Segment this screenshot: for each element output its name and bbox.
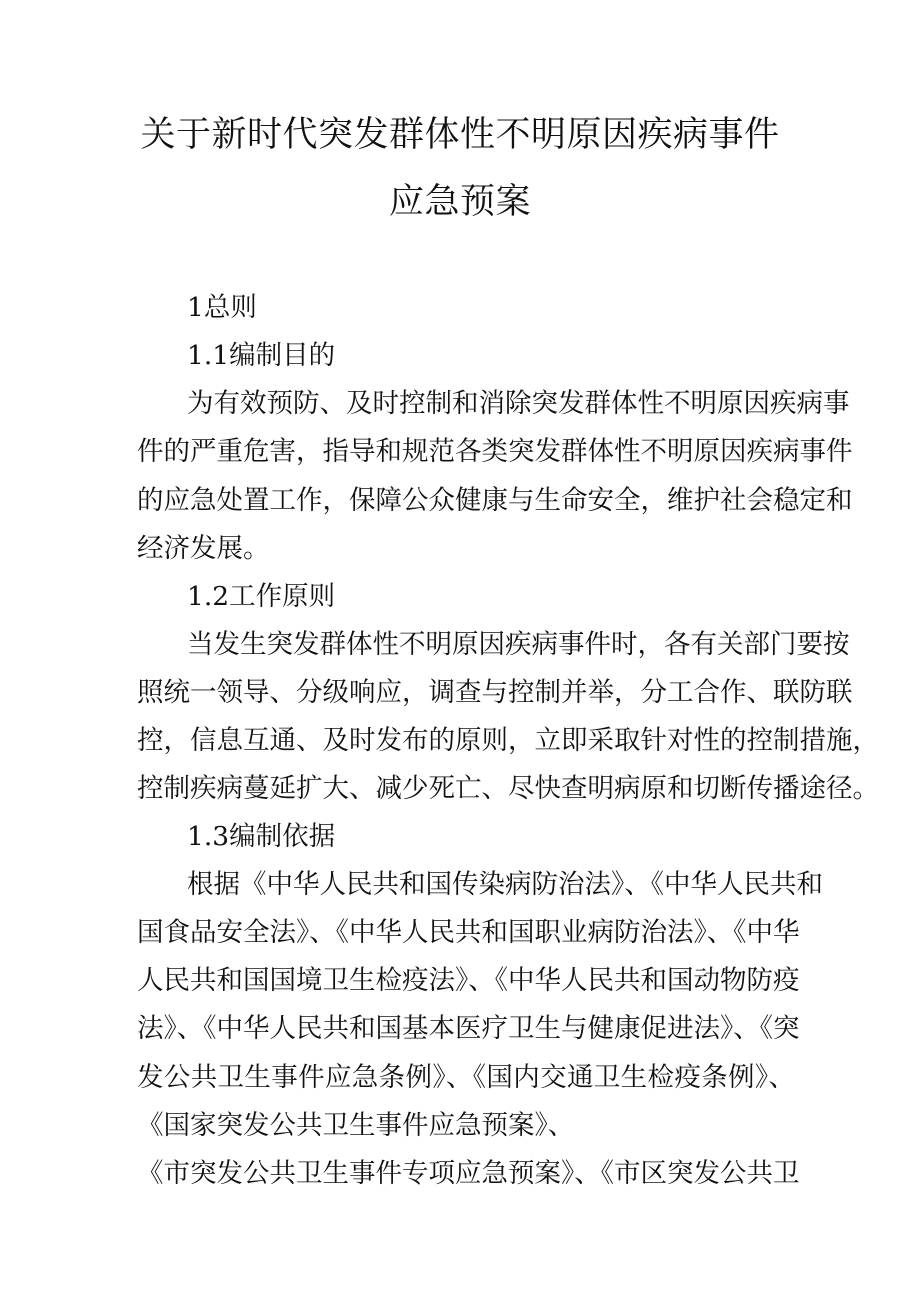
section-heading-basis: 1.3编制依据 <box>187 821 336 852</box>
paragraph-line: 经济发展。 <box>137 533 270 564</box>
paragraph-line: 控制疾病蔓延扩大、减少死亡、尽快查明病原和切断传播途径。 <box>137 773 879 804</box>
paragraph-line: 当发生突发群体性不明原因疾病事件时，各有关部门要按 <box>187 629 850 660</box>
section-heading-purpose: 1.1编制目的 <box>187 340 336 371</box>
paragraph-line: 控，信息互通、及时发布的原则，立即采取针对性的控制措施， <box>137 725 879 756</box>
paragraph-line: 《市突发公共卫生事件专项应急预案》、《市区突发公共卫 <box>137 1158 800 1189</box>
paragraph-line: 为有效预防、及时控制和消除突发群体性不明原因疾病事 <box>187 388 850 419</box>
paragraph-line: 法》、《中华人民共和国基本医疗卫生与健康促进法》、《突 <box>137 1013 800 1044</box>
paragraph-line: 国食品安全法》、《中华人民共和国职业病防治法》、《中华 <box>137 917 800 948</box>
paragraph-line: 人民共和国国境卫生检疫法》、《中华人民共和国动物防疫 <box>137 965 800 996</box>
document-title-line-2: 应急预案 <box>388 182 531 222</box>
section-heading-general: 1总则 <box>187 292 257 323</box>
paragraph-line: 《国家突发公共卫生事件应急预案》、 <box>137 1110 575 1141</box>
paragraph-line: 件的严重危害，指导和规范各类突发群体性不明原因疾病事件 <box>137 436 853 467</box>
paragraph-line: 的应急处置工作，保障公众健康与生命安全，维护社会稳定和 <box>137 485 853 516</box>
section-heading-principles: 1.2工作原则 <box>187 581 336 612</box>
document-title-line-1: 关于新时代突发群体性不明原因疾病事件 <box>140 115 780 155</box>
paragraph-line: 照统一领导、分级响应，调查与控制并举，分工合作、联防联 <box>137 677 853 708</box>
paragraph-line: 发公共卫生事件应急条例》、《国内交通卫生检疫条例》、 <box>137 1062 795 1093</box>
paragraph-line: 根据《中华人民共和国传染病防治法》、《中华人民共和 <box>187 869 823 900</box>
